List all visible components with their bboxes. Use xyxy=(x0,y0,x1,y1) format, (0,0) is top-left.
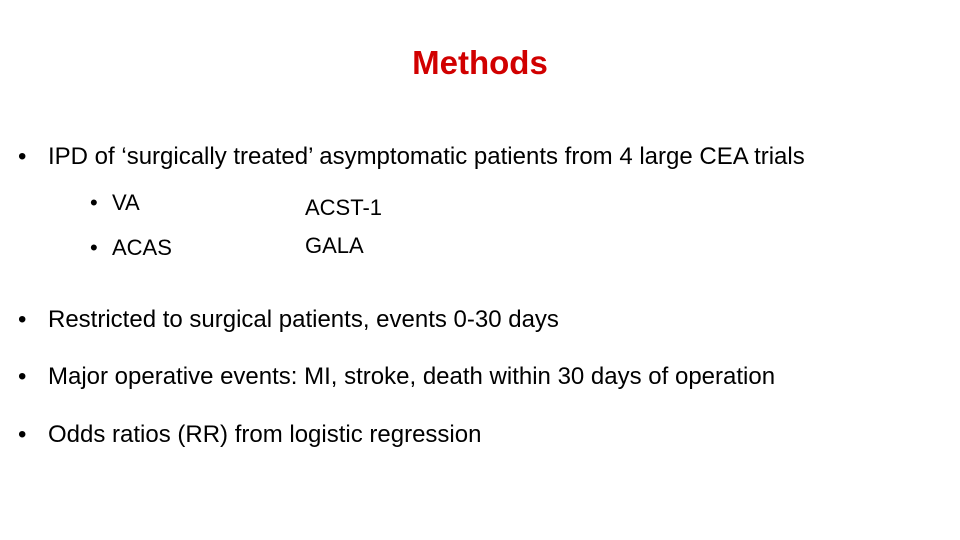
bullet-text: Restricted to surgical patients, events 0-30 days xyxy=(48,306,559,333)
sub-bullet-text: VA xyxy=(112,190,140,215)
trial-name: ACST-1 xyxy=(305,195,383,220)
sub-bullet-item xyxy=(90,190,140,216)
bullet-item xyxy=(18,421,481,449)
bullet-text: IPD of ‘surgically treated’ asymptomatic patients from 4 large CEA trials xyxy=(48,143,805,170)
bullet-marker: • xyxy=(90,235,98,260)
bullet-marker: • xyxy=(18,306,27,333)
bullet-marker: • xyxy=(18,143,27,170)
trial-name: GALA xyxy=(305,233,364,258)
sub-bullet-item xyxy=(90,235,172,261)
bullet-item xyxy=(18,306,559,334)
slide-title: Methods xyxy=(412,44,548,81)
bullet-marker: • xyxy=(18,363,27,390)
bullet-marker: • xyxy=(90,190,98,215)
bullet-text: Major operative events: MI, stroke, death within 30 days of operation xyxy=(48,363,776,390)
sub-bullet-text: ACAS xyxy=(112,235,172,260)
bullet-marker: • xyxy=(18,421,27,448)
bullet-item xyxy=(18,143,805,171)
bullet-text: Odds ratios (RR) from logistic regression xyxy=(48,421,482,448)
bullet-item xyxy=(18,363,775,391)
